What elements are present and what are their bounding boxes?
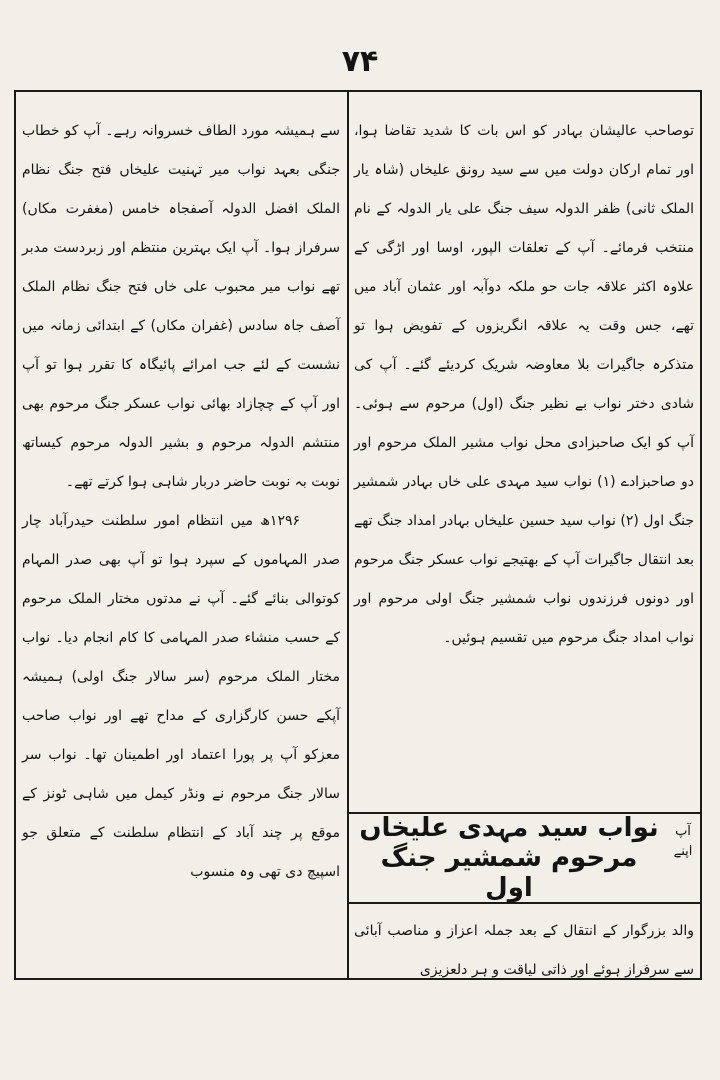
heading-aside-text: آپ اپنے [673, 824, 693, 859]
right-column-continuation [354, 912, 694, 990]
right-column [354, 112, 694, 658]
section-heading-box [348, 812, 702, 904]
left-paragraph-1: سے ہمیشہ مورد الطاف خسروانہ رہے۔ آپ کو خطاب جنگی بعہد نواب میر تہنیت علیخاں فتح جنگ نظام الملک افضل الدولہ آصفجاہ خامس (مغفرت مکاں) سرفراز ہوا۔ آپ ایک بہترین منتظم اور زبردست مدبر تھے نواب میر محبوب علی خاں فتح جنگ نظام الملک آصف جاہ سادس (غفران مکاں) کے ابتدائی زمانہ میں نشست کے لئے جب امرائے پائیگاہ کا تقرر ہوا تو آپ اور آپ کے چچازاد بھائی نواب عسکر جنگ مرحوم بھی منتشم الدولہ مرحوم و بشیر الدولہ مرحوم کیساتھ نوبت بہ نوبت حاضر دربار شاہی ہوا کرتے تھے۔ [22, 123, 340, 490]
section-heading: نواب سید مہدی علیخاں مرحوم شمشیر جنگ اول [359, 813, 659, 903]
left-paragraph-2: ۱۲۹۶ھ میں انتظام امور سلطنت حیدرآباد چار صدر المہاموں کے سپرد ہوا تو آپ بھی صدر المہام کوتوالی بنائے گئے۔ آپ نے مدتوں مختار الملک مرحوم کے حسب منشاء صدر المہامی کا کام انجام دیا۔ نواب مختار الملک مرحوم (سر سالار جنگ اولی) ہمیشہ آپکے حسن کارگزاری کے مداح تھے اور نواب صاحب معزکو آپ پر پورا اعتماد اور اطمینان تھا۔ نواب سر سالار جنگ مرحوم نے ونڈر کیمل میں شاہی ٹونز کے موقع پر چند آباد کے انتظام سلطنت کے متعلق جو اسپیچ دی تھی وہ منسوب [22, 513, 340, 880]
page-number: ۷۴ [341, 44, 379, 79]
bottom-paragraph: والد بزرگوار کے انتقال کے بعد جملہ اعزاز و مناصب آبائی سے سرفراز ہوئے اور ذاتی لیاقت و ہر دلعزیزی [354, 923, 694, 978]
left-column [22, 112, 340, 892]
right-paragraph: توصاحب عالیشان بہادر کو اس بات کا شدید تقاضا ہوا، اور تمام ارکان دولت میں سے سید رونق علیخاں (شاہ یار الملک ثانی) ظفر الدولہ سیف جنگ علی یار الدولہ کے نام منتخب فرمائے۔ آپ کے تعلقات الپور، اوسا اور اڑگی کے علاوہ اکثر علاقہ جات حو ملکہ دوآبہ اور عثمان آباد میں تھے، جس وقت یہ علاقہ انگریزوں کے تفویض ہوا تو متذکرہ جاگیرات بلا معاوضہ شریک کردیئے گئے۔ آپ کی شادی دختر نواب بے نظیر جنگ (اول) مرحوم سے ہوئی۔ آپ کو ایک صاحبزادی محل نواب مشیر الملک مرحوم اور دو صاحبزادے (۱) نواب سید مہدی علی خاں بہادر شمشیر جنگ اول (۲) نواب سید حسین علیخاں بہادر امداد جنگ تھے بعد انتقال جاگیرات آپ کے بھتیجے نواب عسکر جنگ مرحوم اور دونوں فرزندوں نواب شمشیر جنگ اولی مرحوم اور نواب امداد جنگ مرحوم میں تقسیم ہوئیں۔ [354, 123, 694, 646]
